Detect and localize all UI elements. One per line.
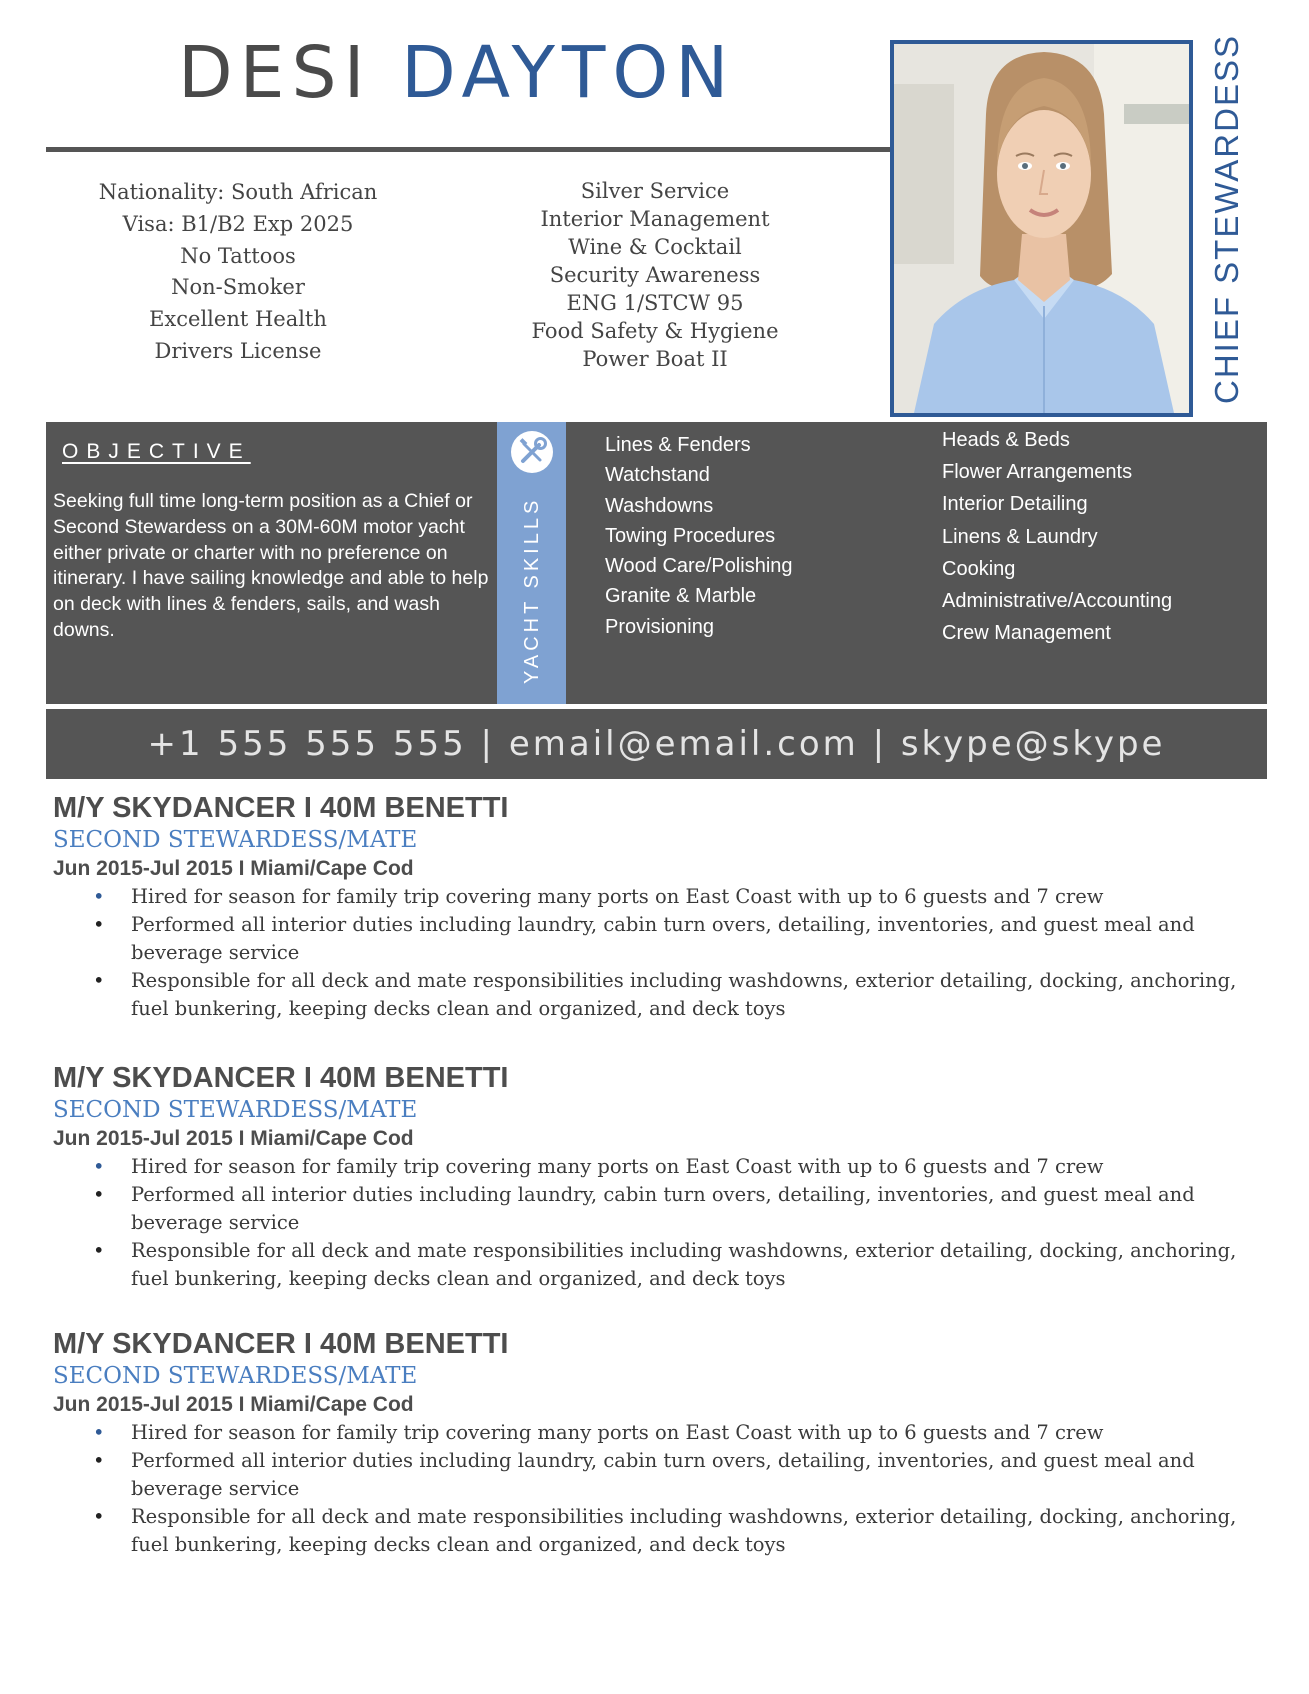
- certification-item: Power Boat II: [582, 347, 728, 371]
- certification-item: Interior Management: [540, 207, 770, 231]
- job-role: SECOND STEWARDESS/MATE: [53, 1363, 418, 1389]
- duty-item: • Hired for season for family trip covering many ports on East Coast with up to 6 guests and 7 crew: [53, 1153, 1273, 1181]
- personal-item: No Tattoos: [180, 243, 296, 268]
- candidate-name: [178, 28, 735, 118]
- certifications-list: [505, 177, 805, 373]
- job-role: SECOND STEWARDESS/MATE: [53, 827, 418, 853]
- skill-item: Provisioning: [605, 615, 714, 638]
- yacht-skills-label: YACHT SKILLS: [521, 496, 543, 684]
- skill-item: Heads & Beds: [942, 429, 1070, 451]
- personal-item: Non-Smoker: [171, 275, 305, 300]
- certification-item: ENG 1/STCW 95: [566, 291, 744, 315]
- job-dates: Jun 2015-Jul 2015 I Miami/Cape Cod: [53, 857, 414, 880]
- certification-item: Security Awareness: [549, 263, 761, 287]
- skill-item: Watchstand: [605, 464, 710, 487]
- duty-item: • Hired for season for family trip covering many ports on East Coast with up to 6 guests and 7 crew: [53, 883, 1273, 911]
- duty-item: • Responsible for all deck and mate responsibilities including washdowns, exterior detailing, docking, anchoring, fuel bunkering, keeping decks clean and organized, and deck toys: [53, 1237, 1273, 1293]
- job-vessel: M/Y SKYDANCER I 40M BENETTI: [53, 1328, 509, 1360]
- job-entry: [53, 1062, 1273, 1293]
- duty-item: • Performed all interior duties including laundry, cabin turn overs, detailing, inventories, and guest meal and beverage service: [53, 1181, 1273, 1237]
- personal-item: Nationality: South African: [98, 180, 378, 204]
- skill-item: Administrative/Accounting: [942, 590, 1173, 613]
- skills-column-a: [605, 430, 793, 642]
- certification-item: Food Safety & Hygiene: [531, 319, 779, 343]
- skill-item: Interior Detailing: [942, 493, 1088, 516]
- job-entry: [53, 792, 1273, 1023]
- skill-item: Linens & Laundry: [942, 525, 1098, 548]
- header-divider: [46, 147, 892, 152]
- tools-icon: [511, 431, 553, 473]
- job-vessel: M/Y SKYDANCER I 40M BENETTI: [53, 792, 509, 824]
- objective-heading: OBJECTIVE: [62, 440, 251, 463]
- skill-item: Granite & Marble: [605, 585, 757, 608]
- skill-item: Towing Procedures: [605, 524, 776, 547]
- certification-item: Silver Service: [580, 179, 730, 203]
- certification-item: Wine & Cocktail: [568, 235, 742, 259]
- personal-item: Visa: B1/B2 Exp 2025: [122, 211, 354, 236]
- skills-column-b: [942, 424, 1172, 649]
- personal-item: Excellent Health: [149, 307, 327, 332]
- role-title: CHIEF STEWARDESS: [1208, 34, 1245, 404]
- skill-item: Cooking: [942, 557, 1016, 580]
- skill-item: Lines & Fenders: [605, 434, 751, 456]
- last-name: DAYTON: [401, 31, 736, 114]
- job-duties: [53, 1419, 1273, 1559]
- duty-item: • Performed all interior duties including laundry, cabin turn overs, detailing, inventories, and guest meal and beverage service: [53, 1447, 1273, 1503]
- job-dates: Jun 2015-Jul 2015 I Miami/Cape Cod: [53, 1127, 414, 1150]
- skill-item: Crew Management: [942, 622, 1111, 645]
- duty-item: • Hired for season for family trip covering many ports on East Coast with up to 6 guests and 7 crew: [53, 1419, 1273, 1447]
- job-dates: Jun 2015-Jul 2015 I Miami/Cape Cod: [53, 1393, 414, 1416]
- personal-item: Drivers License: [154, 338, 322, 363]
- skill-item: Wood Care/Polishing: [605, 555, 793, 578]
- job-duties: [53, 1153, 1273, 1293]
- job-vessel: M/Y SKYDANCER I 40M BENETTI: [53, 1062, 509, 1094]
- portrait-photo: [890, 40, 1193, 417]
- objective-text: Seeking full time long-term position as a Chief or Second Stewardess on a 30M-60M motor yacht either private or charter with no preference on itinerary. I have sailing knowledge and able to help on deck with lines & fenders, sails, and wash downs.: [53, 490, 489, 641]
- skill-item: Washdowns: [605, 494, 714, 517]
- duty-item: • Performed all interior duties including laundry, cabin turn overs, detailing, inventories, and guest meal and beverage service: [53, 911, 1273, 967]
- job-entry: [53, 1328, 1273, 1559]
- duty-item: • Responsible for all deck and mate responsibilities including washdowns, exterior detailing, docking, anchoring, fuel bunkering, keeping decks clean and organized, and deck toys: [53, 1503, 1273, 1559]
- skill-item: Flower Arrangements: [942, 461, 1133, 484]
- job-role: SECOND STEWARDESS/MATE: [53, 1097, 418, 1123]
- first-name: DESI: [178, 31, 372, 114]
- job-duties: [53, 883, 1273, 1023]
- duty-item: • Responsible for all deck and mate responsibilities including washdowns, exterior detailing, docking, anchoring, fuel bunkering, keeping decks clean and organized, and deck toys: [53, 967, 1273, 1023]
- personal-details: [88, 177, 388, 368]
- contact-bar: +1 555 555 555 | email@email.com | skype@skype: [46, 709, 1267, 779]
